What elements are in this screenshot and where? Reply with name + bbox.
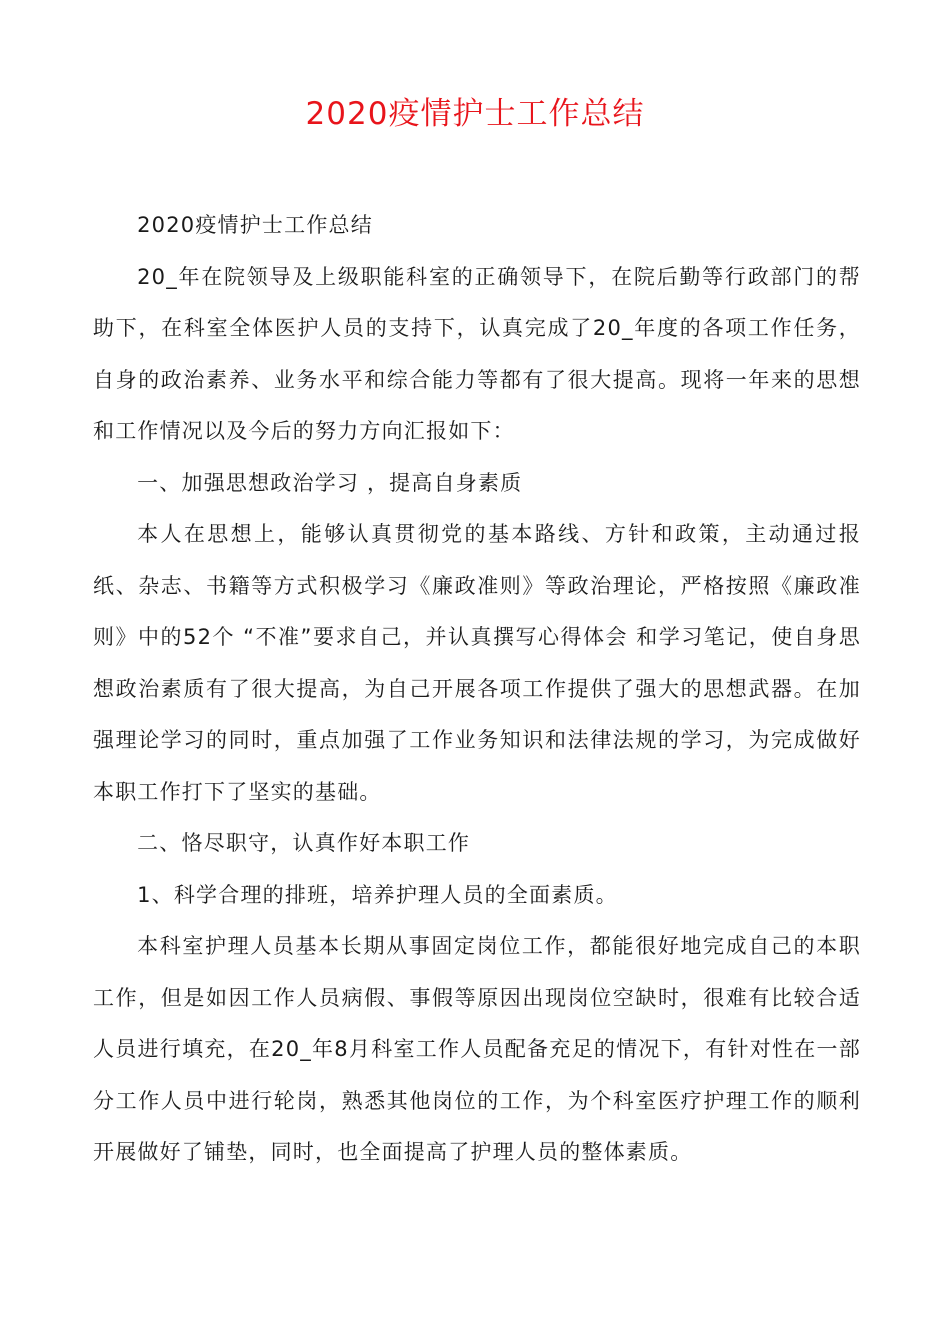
subsection-heading-1: 1、科学合理的排班，培养护理人员的全面素质。 [137,882,618,907]
section-1-paragraph: 本人在思想上，能够认真贯彻党的基本路线、方针和政策，主动通过报纸、杂志、书籍等方式积极学习《廉政准则》等政治理论，严格按照《廉政准则》中的52个 “不准”要求自己，并认真撰写心得体会 和学习笔记，使自身思想政治素质有了很大提高，为自己开展各项工作提供了强大的思想武器。在加强理论学习的同时，重点加强了工作业务知识和法律法规的学习，为完成做好本职工作打下了坚实的基础。 [93,522,861,804]
section-heading-2: 二、恪尽职守，认真作好本职工作 [137,831,471,855]
document-body [93,200,861,1179]
intro-paragraph: 20_年在院领导及上级职能科室的正确领导下，在院后勤等行政部门的帮助下，在科室全体医护人员的支持下，认真完成了20_年度的各项工作任务，自身的政治素养、业务水平和综合能力等都有了很大提高。现将一年来的思想和工作情况以及今后的努力方向汇报如下： [93,264,861,443]
section-heading-1: 一、加强思想政治学习 ，提高自身素质 [137,470,523,495]
subsection-1-paragraph: 本科室护理人员基本长期从事固定岗位工作，都能很好地完成自己的本职工作，但是如因工作人员病假、事假等原因出现岗位空缺时，很难有比较合适人员进行填充，在20_年8月科室工作人员配备充足的情况下，有针对性在一部分工作人员中进行轮岗，熟悉其他岗位的工作，为个科室医疗护理工作的顺利开展做好了铺垫，同时，也全面提高了护理人员的整体素质。 [93,934,861,1164]
document-title: 2020疫情护士工作总结 [305,96,645,132]
subtitle-paragraph: 2020疫情护士工作总结 [137,213,373,237]
